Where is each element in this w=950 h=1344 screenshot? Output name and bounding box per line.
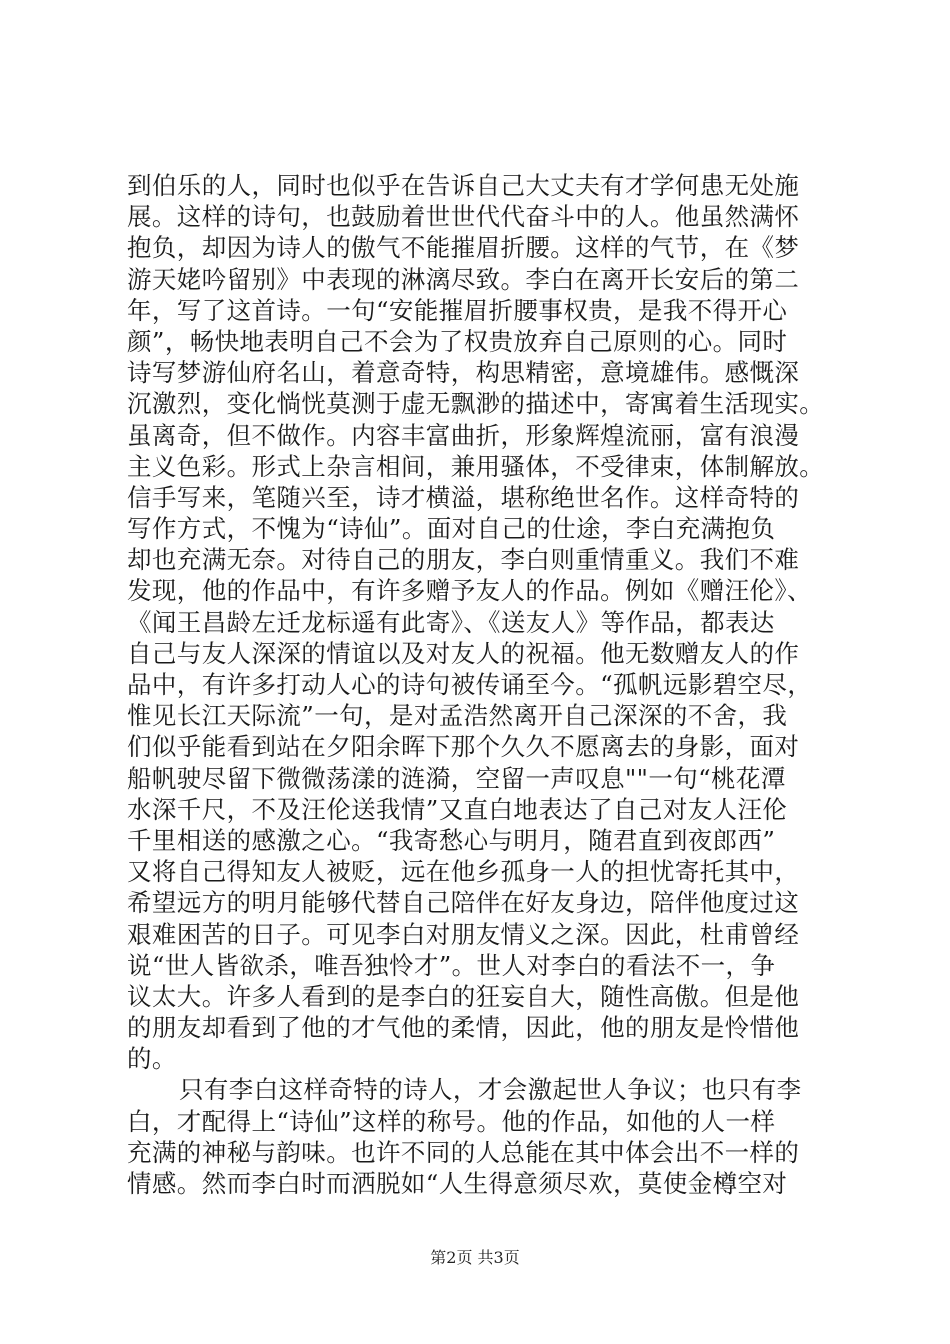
text-line: 到伯乐的人，同时也似乎在告诉自己大丈夫有才学何患无处施 bbox=[127, 171, 800, 200]
text-line: 水深千尺，不及汪伦送我情”又直白地表达了自己对友人汪伦 bbox=[127, 794, 788, 824]
text-line: 千里相送的感激之心。“我寄愁心与明月，随君直到夜郎西” bbox=[127, 825, 776, 855]
text-line: 惟见长江天际流”一句，是对孟浩然离开自己深深的不舍，我 bbox=[127, 701, 788, 731]
text-line: 却也充满无奈。对待自己的朋友，李白则重情重义。我们不难 bbox=[127, 545, 800, 575]
text-line: 抱负，却因为诗人的傲气不能摧眉折腰。这样的气节，在《梦 bbox=[127, 233, 800, 263]
text-line: 的朋友却看到了他的才气他的柔情，因此，他的朋友是怜惜他 bbox=[127, 1013, 800, 1043]
text-line: 信手写来，笔随兴至，诗才横溢，堪称绝世名作。这样奇特的 bbox=[127, 482, 800, 512]
text-line: 白，才配得上“诗仙”这样的称号。他的作品，如他的人一样 bbox=[127, 1106, 776, 1136]
text-line: 游天姥吟留别》中表现的淋漓尽致。李白在离开长安后的第二 bbox=[127, 264, 800, 294]
text-line: 《闻王昌龄左迁龙标遥有此寄》、《送友人》等作品，都表达 bbox=[127, 607, 775, 637]
text-line: 年，写了这首诗。一句“安能摧眉折腰事权贵，是我不得开心 bbox=[127, 295, 788, 325]
text-line: 船帆驶尽留下微微荡漾的涟漪，空留一声叹息""一句“桃花潭 bbox=[127, 763, 786, 793]
text-line: 们似乎能看到站在夕阳余晖下那个久久不愿离去的身影，面对 bbox=[127, 732, 800, 762]
text-line: 艰难困苦的日子。可见李白对朋友情义之深。因此，杜甫曾经 bbox=[127, 919, 800, 949]
text-line: 议太大。许多人看到的是李白的狂妄自大，随性高傲。但是他 bbox=[127, 981, 800, 1011]
text-line: 品中，有许多打动人心的诗句被传诵至今。“孤帆远影碧空尽， bbox=[127, 670, 813, 699]
page-footer: 第2页 共3页 bbox=[430, 1248, 520, 1267]
body-text bbox=[127, 170, 832, 1199]
text-line: 写作方式，不愧为“诗仙”。面对自己的仕途，李白充满抱负 bbox=[127, 514, 776, 544]
text-line: 自己与友人深深的情谊以及对友人的祝福。他无数赠友人的作 bbox=[127, 638, 800, 668]
text-line: 希望远方的明月能够代替自己陪伴在好友身边，陪伴他度过这 bbox=[127, 888, 800, 918]
text-line: 诗写梦游仙府名山，着意奇特，构思精密，意境雄伟。感慨深 bbox=[127, 358, 800, 388]
text-line: 沉激烈，变化惝恍莫测于虚无飘渺的描述中，寄寓着生活现实。 bbox=[127, 389, 825, 419]
text-line: 的。 bbox=[127, 1044, 177, 1074]
text-line: 虽离奇，但不做作。内容丰富曲折，形象辉煌流丽，富有浪漫 bbox=[127, 420, 800, 450]
text-line: 只有李白这样奇特的诗人，才会激起世人争议；也只有李 bbox=[179, 1075, 802, 1105]
text-line: 情感。然而李白时而洒脱如“人生得意须尽欢，莫使金樽空对 bbox=[127, 1169, 788, 1198]
text-line: 说“世人皆欲杀，唯吾独怜才”。世人对李白的看法不一，争 bbox=[127, 950, 776, 980]
text-line: 展。这样的诗句，也鼓励着世世代代奋斗中的人。他虽然满怀 bbox=[127, 202, 800, 232]
text-line: 充满的神秘与韵味。也许不同的人总能在其中体会出不一样的 bbox=[127, 1137, 800, 1167]
text-line: 又将自己得知友人被贬，远在他乡孤身一人的担忧寄托其中， bbox=[127, 857, 800, 887]
text-line: 主义色彩。形式上杂言相间，兼用骚体，不受律束，体制解放。 bbox=[127, 451, 825, 481]
text-line: 发现，他的作品中，有许多赠予友人的作品。例如《赠汪伦》、 bbox=[127, 576, 812, 606]
text-line: 颜”，畅快地表明自己不会为了权贵放弃自己原则的心。同时 bbox=[127, 326, 788, 356]
